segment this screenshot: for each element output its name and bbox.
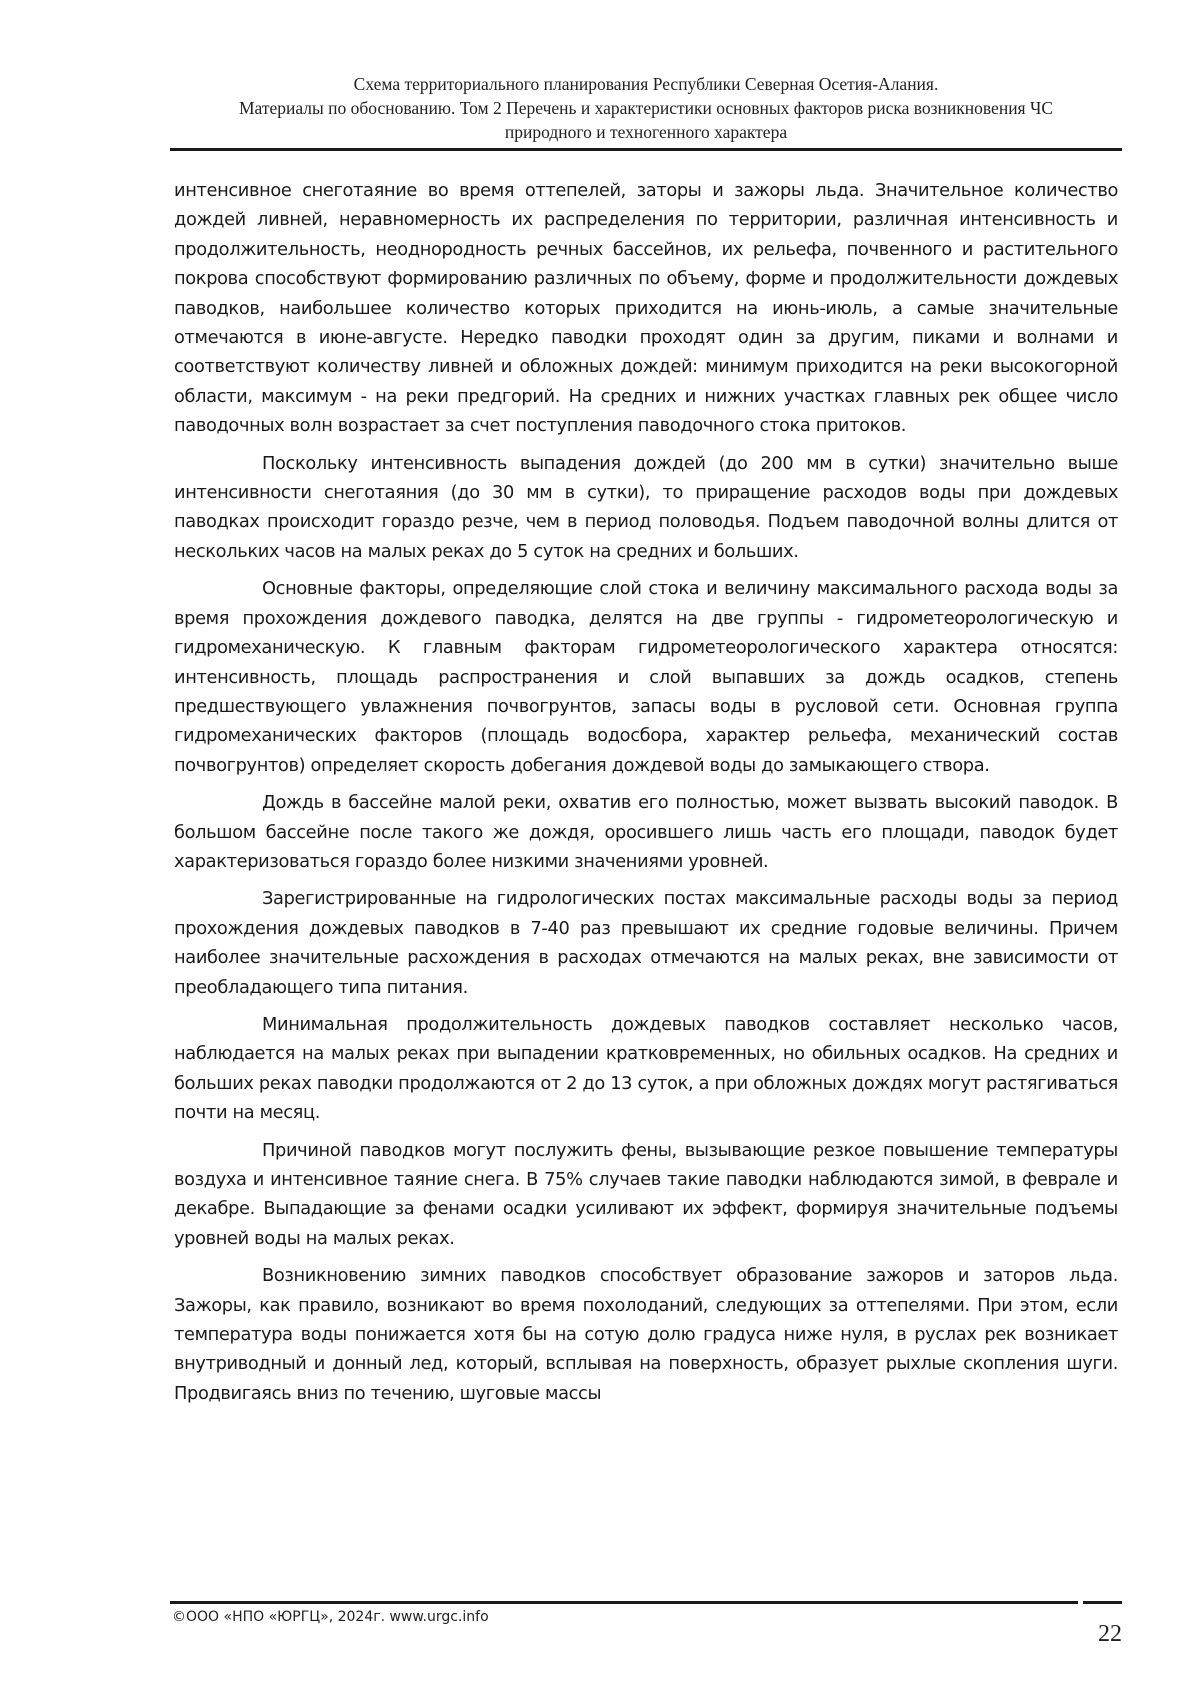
paragraph-6: Минимальная продолжительность дождевых паводков составляет несколько часов, наблюдается на малых реках при выпадении кратковременных, но обильных осадков. На средних и больших реках паводки продолжаются от 2 до 13 суток, а при обложных дождях могут растягиваться почти на месяц. [174,1013,1118,1124]
paragraph-7: Причиной паводков могут послужить фены, вызывающие резкое повышение температуры воздуха и интенсивное таяние снега. В 75% случаев такие паводки наблюдаются зимой, в феврале и декабре. Выпадающие за фенами осадки усиливают их эффект, формируя значительные подъемы уровней воды на малых реках. [174,1139,1118,1249]
footer-divider [170,1601,1122,1604]
page-header [170,72,1122,144]
paragraph-3: Основные факторы, определяющие слой стока и величину максимального расхода воды за время прохождения дождевого паводка, делятся на две группы - гидрометеорологическую и гидромеханическую. К главным факторам гидрометеорологического характера относятся: интенсивность, площадь распространения и слой выпавших за дождь осадков, степень предшествующего увлажнения почвогрунтов, запасы воды в русловой сети. Основная группа гидромеханических факторов (площадь водосбора, характер рельефа, механический состав почвогрунтов) определяет скорость добегания дождевой воды до замыкающего створа. [174,578,1118,776]
paragraph-2: Поскольку интенсивность выпадения дождей (до 200 мм в сутки) значительно выше интенсивности снеготаяния (до 30 мм в сутки), то приращение расходов воды при дождевых паводках происходит гораздо резче, чем в период половодья. Подъем паводочной волны длится от нескольких часов на малых реках до 5 суток на средних и больших. [174,452,1118,562]
paragraph-4: Дождь в бассейне малой реки, охватив его полностью, может вызвать высокий паводок. В большом бассейне после такого же дождя, оросившего лишь часть его площади, паводок будет характеризоваться гораздо более низкими значениями уровней. [174,792,1118,872]
page-number: 22 [1098,1621,1122,1647]
footer-copyright: ©ООО «НПО «ЮРГЦ», 2024г. www.urgc.info [172,1609,489,1625]
header-line-1: Схема территориального планирования Республики Северная Осетия-Алания. [353,74,939,94]
header-line-3: природного и техногенного характера [504,122,788,142]
header-line-2: Материалы по обоснованию. Том 2 Перечень и характеристики основных факторов риска возникновения ЧС [238,98,1054,118]
paragraph-8: Возникновению зимних паводков способствует образование зажоров и заторов льда. Зажоры, как правило, возникают во время похолоданий, следующих за оттепелями. При этом, если температура воды понижается хотя бы на сотую долю градуса ниже нуля, в руслах рек возникает внутриводный и донный лед, который, всплывая на поверхность, образует рыхлые скопления шуги. Продвигаясь вниз по течению, шуговые массы [174,1265,1118,1404]
paragraph-5: Зарегистрированные на гидрологических постах максимальные расходы воды за период прохождения дождевых паводков в 7-40 раз превышают их средние годовые величины. Причем наиболее значительные расхождения в расходах отмечаются на малых реках, вне зависимости от преобладающего типа питания. [174,888,1118,998]
header-divider [170,148,1122,151]
document-body [174,176,1118,1416]
paragraph-1: интенсивное снеготаяние во время оттепелей, заторы и зажоры льда. Значительное количество дождей ливней, неравномерность их распределения по территории, различная интенсивность и продолжительность, неоднородность речных бассейнов, их рельефа, почвенного и растительного покрова способствуют формированию различных по объему, форме и продолжительности дождевых паводков, наибольшее количество которых приходится на июнь-июль, а самые значительные отмечаются в июне-августе. Нередко паводки проходят один за другим, пиками и волнами и соответствуют количеству ливней и обложных дождей: минимум приходится на реки высокогорной области, максимум - на реки предгорий. На средних и нижних участках главных рек общее число паводочных волн возрастает за счет поступления паводочного стока притоков. [174,180,1118,437]
